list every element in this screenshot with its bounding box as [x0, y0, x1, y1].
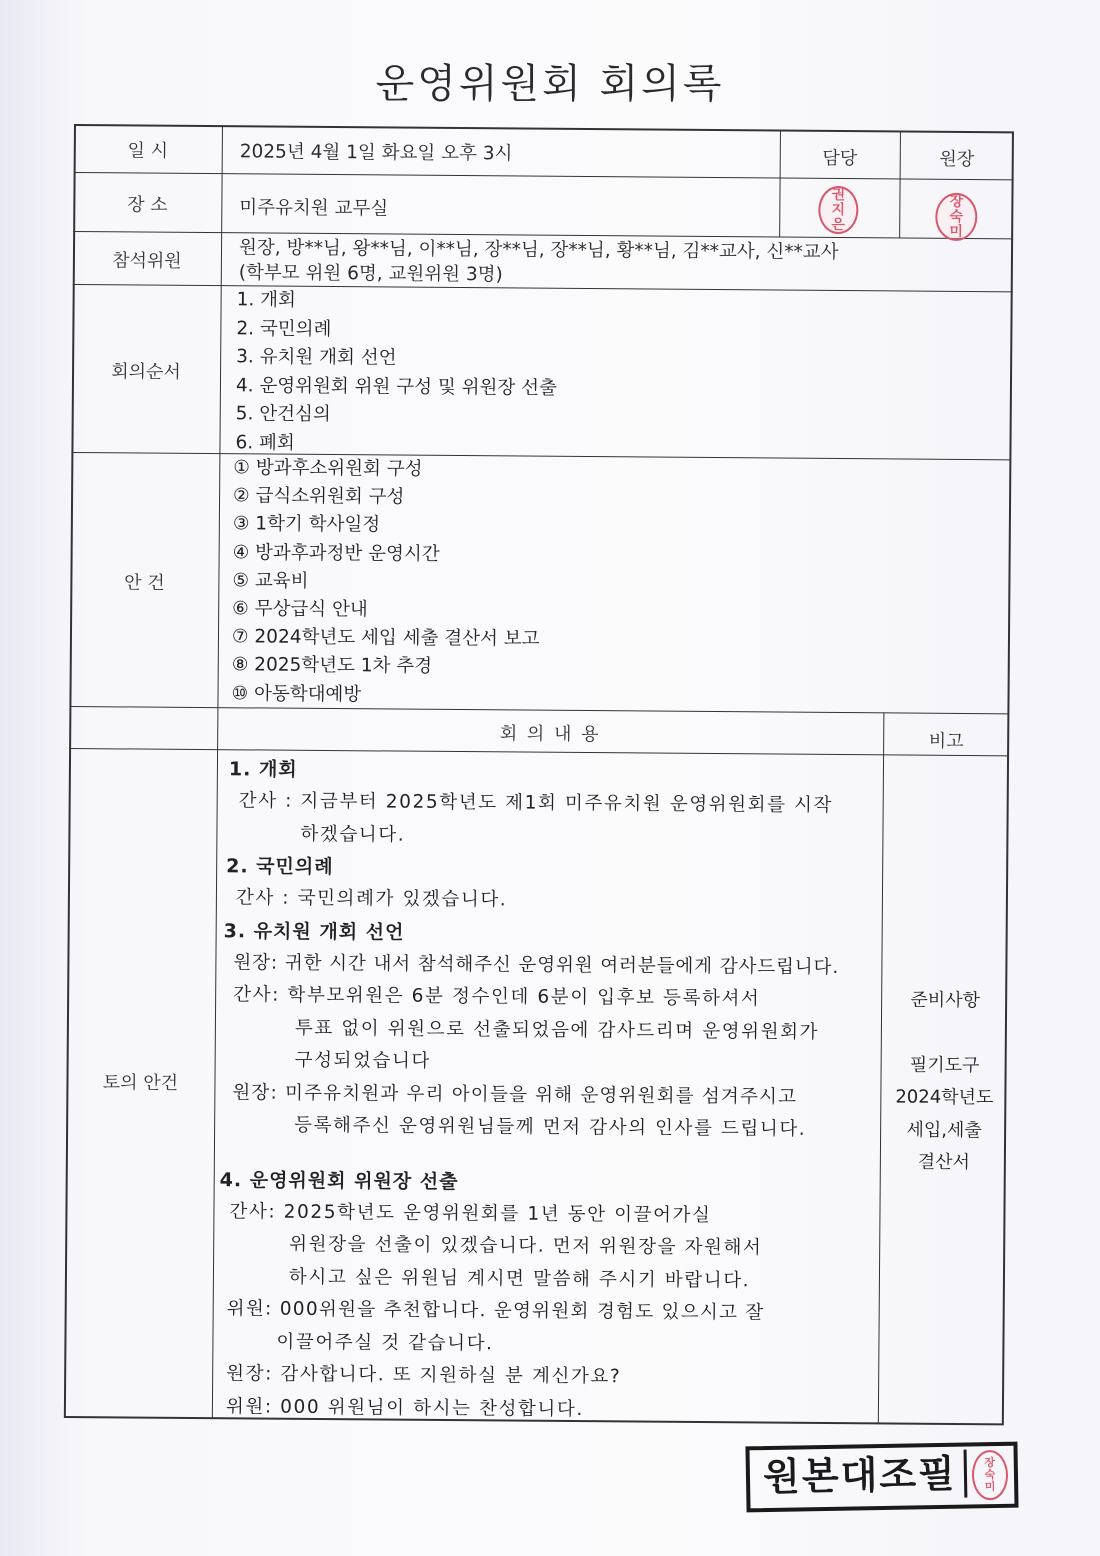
discussion-label: 토의 안건: [102, 1072, 179, 1094]
discussion-line: 원장: 감사합니다. 또 지원하실 분 계신가요?: [226, 1363, 622, 1388]
date-value: 2025년 4월 1일 화요일 오후 3시: [239, 141, 513, 165]
discussion-line: 간사: 학부모위원은 6분 정수인데 6분이 입후보 등록하셔서: [233, 984, 761, 1010]
discussion-line: 하겠습니다.: [300, 823, 406, 846]
stamp-seal: [972, 1450, 1009, 1501]
discussion-line: 원장: 미주유치원과 우리 아이들을 위해 운영위원회를 섬겨주시고: [232, 1081, 798, 1108]
place-label: 장 소: [127, 194, 168, 216]
order-label: 회의순서: [111, 361, 181, 383]
agenda-label: 안 건: [124, 572, 165, 594]
discussion-note: [884, 984, 1006, 1179]
discussion-note-header: 비고: [928, 730, 964, 753]
attendees-line-2: (학부모 위원 6명, 교원위원 3명): [238, 262, 503, 286]
agenda-item: ⑩ 아동학대예방: [231, 682, 362, 705]
order-item: 5. 안건심의: [235, 403, 331, 426]
agenda-item: ⑦ 2024학년도 세입 세출 결산서 보고: [231, 626, 540, 650]
order-item: 3. 유치원 개회 선언: [236, 346, 397, 369]
order-item: 4. 운영위원회 위원 구성 및 위원장 선출: [235, 374, 558, 399]
discussion-line: 간사 : 지금부터 2025학년도 제1회 미주유치원 운영위원회를 시작: [238, 790, 834, 816]
manager-label: 담당: [822, 147, 858, 170]
stamp-seal-char-1: 장: [984, 1456, 996, 1470]
manager-seal-char-1: 권: [831, 186, 846, 203]
date-label: 일 시: [127, 140, 169, 162]
discussion-line: 위원: 000 위원님이 하시는 찬성합니다.: [225, 1395, 584, 1420]
manager-seal-char-3: 은: [831, 216, 846, 233]
place-value: 미주유치원 교무실: [239, 197, 389, 220]
note-line: 준비사항: [910, 989, 981, 1012]
discussion-line: 위원: 000위원을 추천합니다. 운영위원회 경험도 있으시고 잘: [226, 1298, 765, 1324]
note-line: 필기도구: [909, 1054, 980, 1076]
discussion-body: [216, 753, 881, 1428]
attendees-label: 참석위원: [112, 250, 182, 272]
discussion-content-header: 회 의 내 용: [499, 723, 601, 746]
order-item: 1. 개회: [236, 289, 296, 311]
discussion-line: 이끌어주실 것 같습니다.: [276, 1331, 494, 1354]
agenda-item: ② 급식소위원회 구성: [233, 485, 405, 508]
stamp-seal-char-2: 숙: [984, 1468, 996, 1482]
agenda-item: ⑥ 무상급식 안내: [232, 598, 368, 621]
agenda-item: ⑧ 2025학년도 1차 추경: [231, 654, 433, 678]
manager-seal-char-2: 지: [831, 201, 846, 218]
section-title: 2. 국민의례: [226, 855, 334, 879]
discussion-line: 간사 : 국민의례가 있겠습니다.: [235, 887, 508, 911]
minutes-table: [64, 124, 1028, 1425]
note-line: 결산서: [917, 1151, 971, 1174]
section-title: 1. 개회: [228, 758, 298, 781]
principal-seal-char-2: 숙: [949, 208, 964, 225]
document-title: 운영위원회 회의록: [375, 61, 725, 107]
agenda-item: ③ 1학기 학사일정: [232, 513, 381, 536]
discussion-line: 하시고 싶은 위원님 계시면 말씀해 주시기 바랍니다.: [288, 1266, 751, 1291]
section-title: 3. 유치원 개회 선언: [223, 919, 405, 944]
discussion-line: 위원장을 선출이 있겠습니다. 먼저 위원장을 자원해서: [289, 1233, 763, 1259]
principal-seal-char-1: 장: [949, 193, 964, 210]
manager-seal: [818, 186, 858, 234]
order-item: 6. 폐회: [235, 431, 295, 454]
stamp-text: 원본대조필: [756, 1450, 968, 1502]
discussion-line: 간사: 2025학년도 운영위원회를 1년 동안 이끌어가실: [229, 1200, 712, 1226]
order-item: 2. 국민의례: [236, 317, 332, 340]
principal-seal-char-3: 미: [949, 223, 964, 240]
discussion-line: 구성되었습니다: [294, 1049, 432, 1072]
agenda-item: ④ 방과후과정반 운영시간: [232, 541, 440, 565]
order-list: [235, 286, 557, 460]
principal-seal: [935, 193, 977, 241]
stamp-seal-char-3: 미: [984, 1480, 996, 1494]
agenda-item: ⑤ 교육비: [232, 570, 309, 592]
attendees-line-1: 원장, 방**님, 왕**님, 이**님, 장**님, 장**님, 황**님, 김**교사, 신**교사: [238, 237, 839, 264]
agenda-item: ① 방과후소위원회 구성: [233, 457, 423, 480]
discussion-line: 투표 없이 위원으로 선출되었음에 감사드리며 운영위원회가: [294, 1017, 820, 1043]
agenda-list: [231, 454, 541, 710]
note-line: 2024학년도: [895, 1086, 994, 1109]
discussion-line: 등록해주신 운영위원님들께 먼저 감사의 인사를 드립니다.: [294, 1114, 807, 1140]
note-line: 세입,세출: [906, 1119, 982, 1141]
section-title: 4. 운영위원회 위원장 선출: [219, 1168, 459, 1193]
discussion-line: 원장: 귀한 시간 내서 참석해주신 운영위원 여러분들에게 감사드립니다.: [233, 951, 840, 978]
principal-label: 원장: [939, 148, 975, 171]
certified-copy-stamp: [745, 1442, 1018, 1513]
